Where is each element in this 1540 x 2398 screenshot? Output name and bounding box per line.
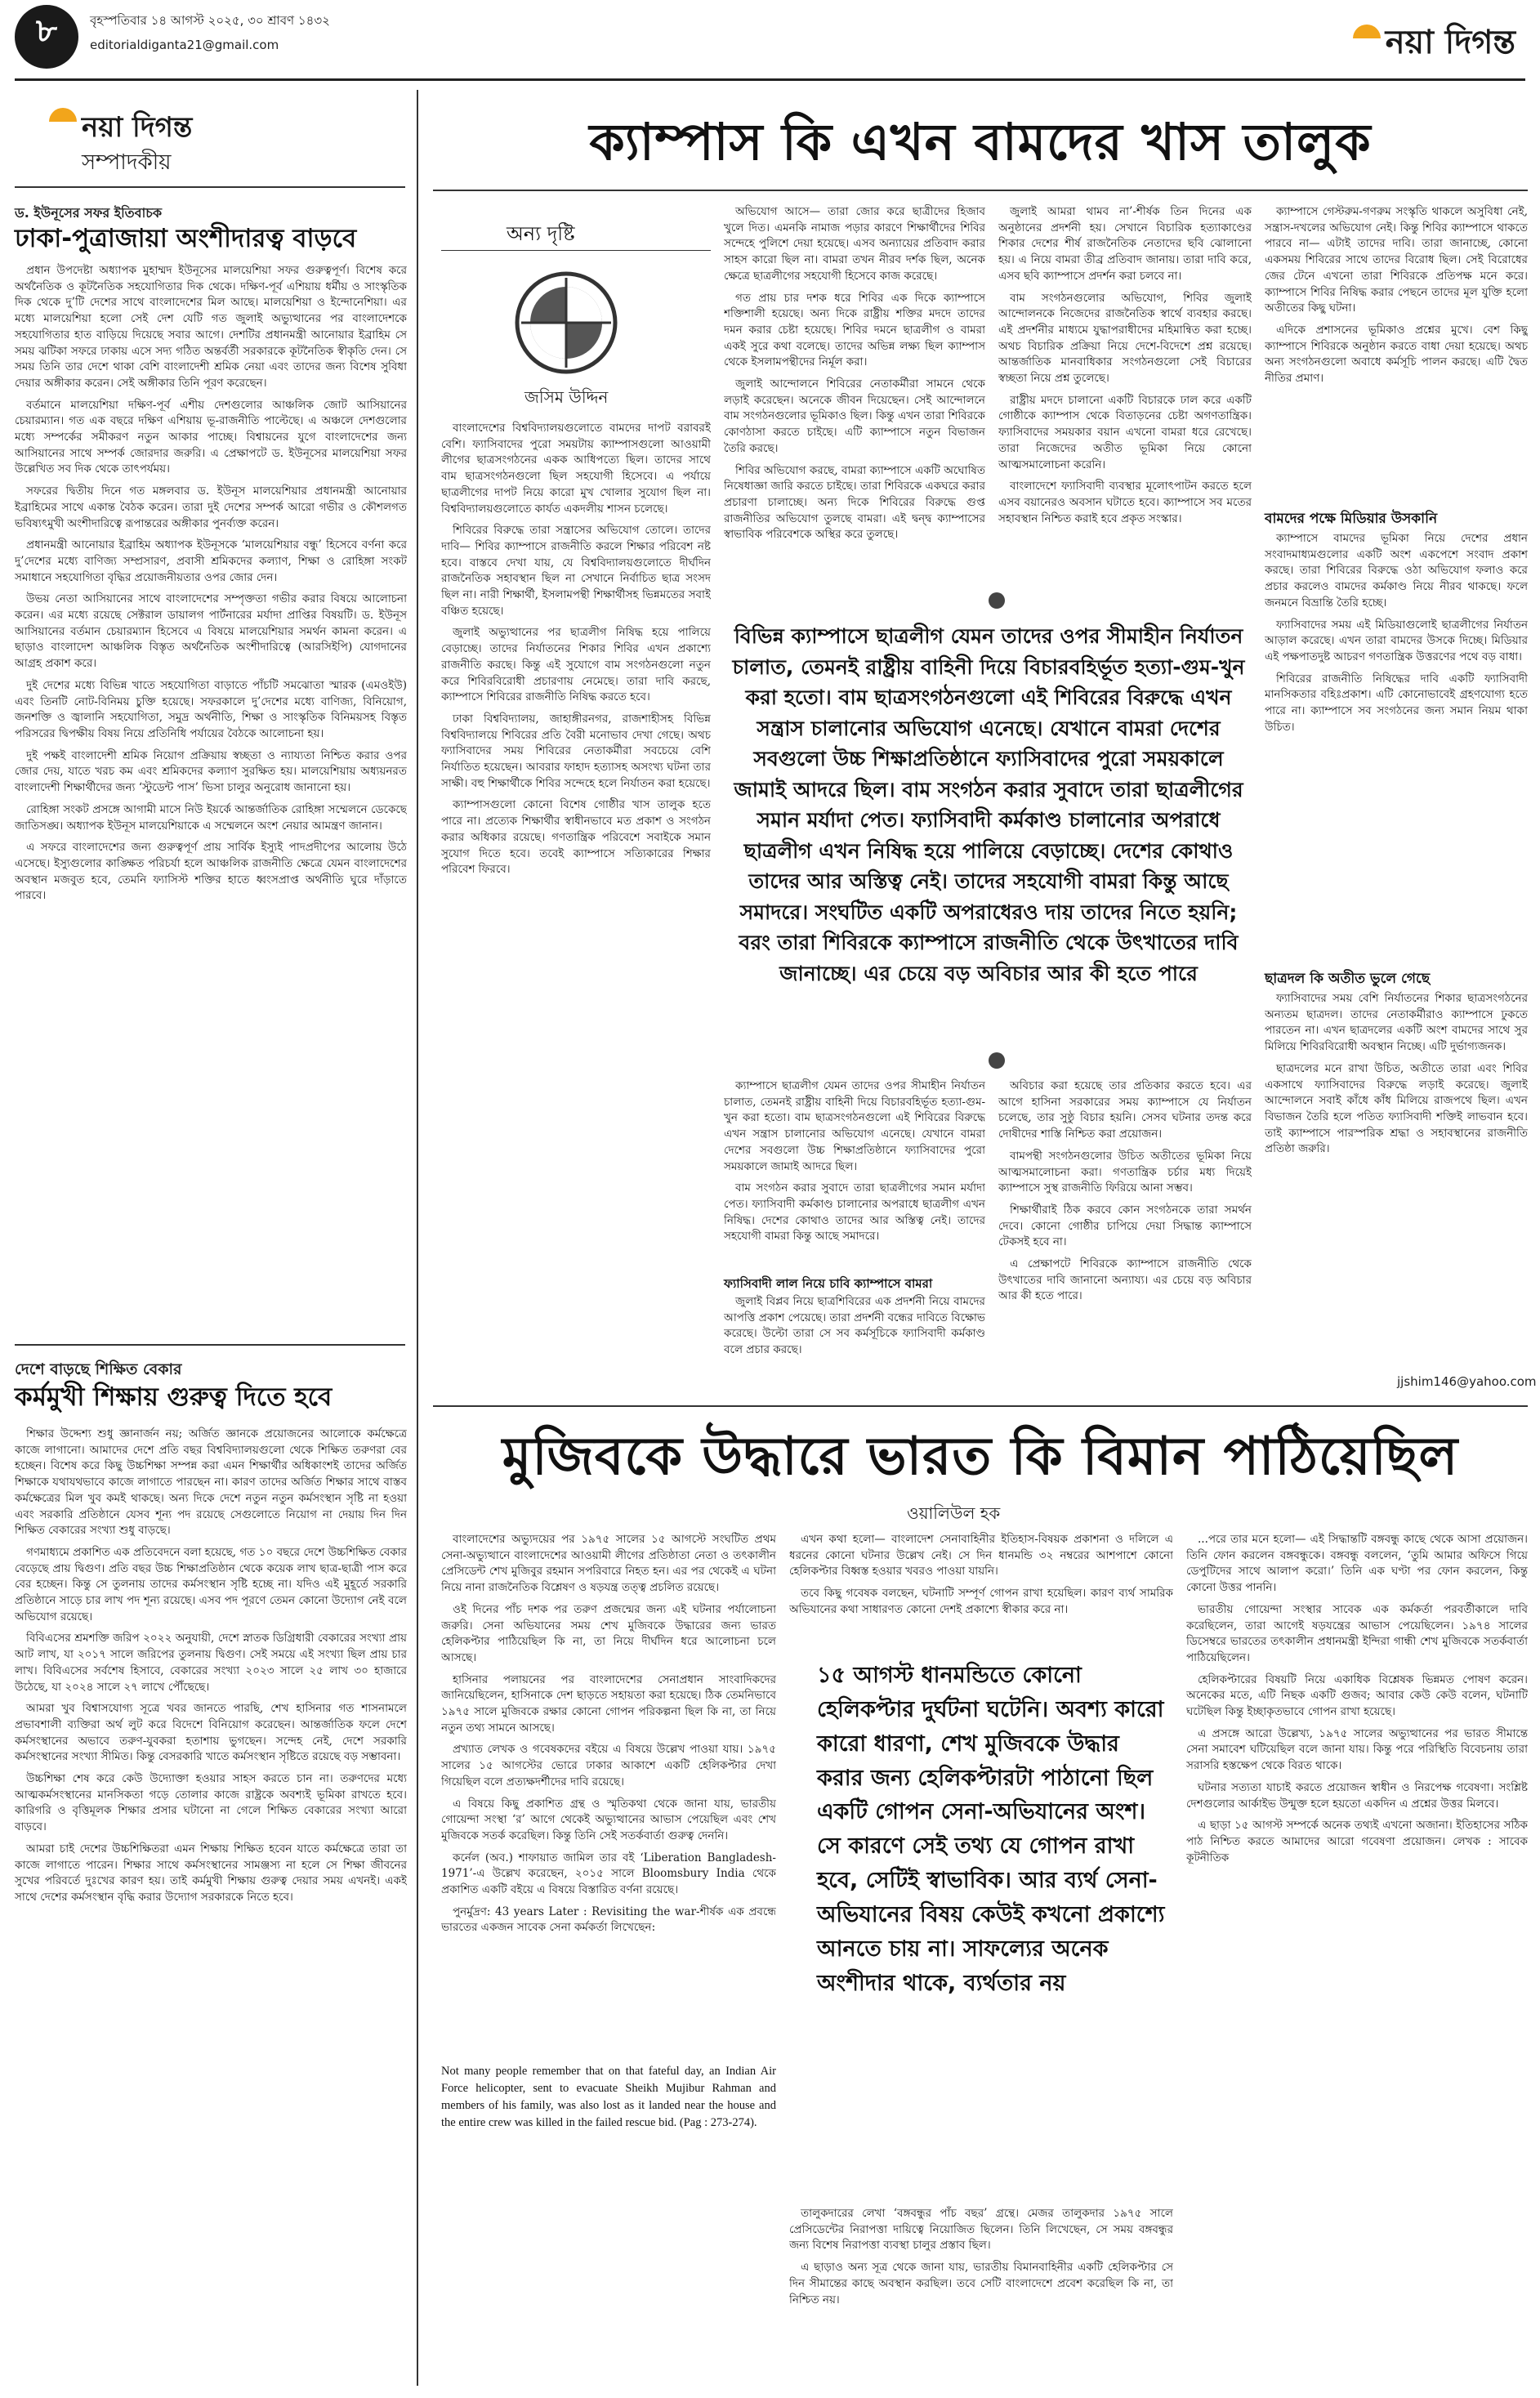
paragraph: বাম সংগঠন করার সুবাদে তারা ছাত্রলীগের সমান মর্যাদা পেত। ফ্যাসিবাদী কর্মকাণ্ড চালানোর অপরাধে ছাত্রলীগ এখন নিষিদ্ধ। দেশের কোথাও তাদের আর অস্তিত্ব নেই। তাদের সহযোগী বামরা কিন্তু আছে সমাদরে।	[724, 1181, 985, 1244]
editorial-headline-2: কর্মমুখী শিক্ষায় গুরুত্ব দিতে হবে	[15, 1382, 333, 1412]
logo-text: নয়া দিগন্ত	[1385, 24, 1515, 61]
paragraph: তবে কিছু গবেষক বলছেন, ঘটনাটি সম্পূর্ণ গোপন রাখা হয়েছিল। কারণ ব্যর্থ সামরিক অভিযানের কথা সাধারণত কোনো দেশই প্রকাশ্যে স্বীকার করে না।	[789, 1587, 1173, 1616]
paragraph: প্রধান উপদেষ্টা অধ্যাপক মুহাম্মদ ইউনূসের মালয়েশিয়া সফর গুরুত্বপূর্ণ। বিশেষ করে অর্থনৈতিক ও কূটনৈতিক সহযোগিতার দিক থেকে। দক্ষিণ-পূর্ব এশিয়ায় ধর্মীয় ও সাংস্কৃতিক দিক থেকে দু’টি দেশের সাথে বাংলাদেশের মিল আছে। মালয়েশিয়া ও ইন্দোনেশিয়া। এর মধ্যে মালয়েশিয়া হলো সেই দেশ যেটি গত জুলাই অভ্যুত্থানের পর বাংলাদেশকে সহযোগিতার হাত বাড়িয়ে দিয়েছে সবার আগে। দেশটির প্রধানমন্ত্রী আনোয়ার ইব্রাহিম সে সময় ঝটিকা সফরে ঢাকায় এসে সদ্য গঠিত অন্তর্বর্তী সরকারকে কূটনৈতিক স্বীকৃতি দেন। সে সময় তিনি তার দেশে থাকা বেশি বাংলাদেশী শ্রমিক নেয়া এবং তাদের জন্য বিশেষ সুবিধা দেয়ার অঙ্গীকার করেন। সেই অঙ্গীকার তিনি পূরণ করেছেন।	[15, 264, 407, 390]
editorial-logo: নয়া দিগন্ত	[49, 106, 192, 153]
paragraph: ফ্যাসিবাদের সময় এই মিডিয়াগুলোই ছাত্রলীগের নির্যাতন আড়াল করেছে। এখন তারা বামদের উসকে দিচ্ছে। মিডিয়ার এই পক্ষপাতদুষ্ট আচরণ গণতান্ত্রিক উত্তরণের পথে বড় বাধা।	[1265, 618, 1528, 663]
page-number: ৮	[15, 5, 78, 69]
paragraph: অভিযোগ আসে— তারা জোর করে ছাত্রীদের হিজাব খুলে দিত। এমনকি নামাজ পড়ার কারণে শিক্ষার্থীদের শিবির সন্দেহে পুলিশে দেয়া হয়েছে। এসব অন্যায়ের প্রতিবাদ করার সাহস কারো ছিল না। বামরা তখন নীরব দর্শক ছিল, অনেক ক্ষেত্রে ছাত্রলীগের সহযোগী হিসেবে কাজ করেছে।	[724, 205, 985, 283]
editorial-section-label: সম্পাদকীয়	[82, 150, 172, 175]
op-ed-1-pull-quote: বিভিন্ন ক্যাম্পাসে ছাত্রলীগ যেমন তাদের ওপর সীমাহীন নির্যাতন চালাত, তেমনই রাষ্ট্রীয় বাহিনী দিয়ে বিচারবহির্ভূত হত্যা-গুম-খুন করা হতো। বাম ছাত্রসংগঠনগুলো এই শিবিরের বিরুদ্ধে এখন সন্ত্রাস চালানোর অভিযোগ এনেছে। যেখানে বামরা দেশের সবগুলো উচ্চ শিক্ষাপ্রতিষ্ঠানে ফ্যাসিবাদের পুরো সময়কালে জামাই আদরে ছিল। বাম সংগঠন করার সুবাদে তারা ছাত্রলীগের সমান মর্যাদা পেত। ফ্যাসিবাদী কর্মকাণ্ড চালানোর অপরাধে ছাত্রলীগ এখন নিষিদ্ধ হয়ে পালিয়ে বেড়াচ্ছে। দেশের কোথাও তাদের আর অস্তিত্ব নেই। তাদের সহযোগী বামরা কিন্তু আছে সমাদরে। সংঘটিত একটি অপরাধেরও দায় তাদের নিতে হয়নি; বরং তারা শিবিরকে ক্যাম্পাসে রাজনীতি থেকে উৎখাতের দাবি জানাচ্ছে। এর চেয়ে বড় অবিচার আর কী হতে পারে	[732, 624, 1245, 985]
paragraph: ফ্যাসিবাদের সময় বেশি নির্যাতনের শিকার ছাত্রসংগঠনের অন্যতম ছাত্রদল। তাদের নেতাকর্মীরাও ক্যাম্পাসে ঢুকতে পারতেন না। এখন ছাত্রদলের একটি অংশ বামদের সাথে সুর মিলিয়ে শিবিরবিরোধী অবস্থান নিচ্ছে। এটি দুর্ভাগ্যজনক।	[1265, 992, 1528, 1054]
column-emblem-icon	[513, 270, 619, 376]
op-ed-1-column-4b	[1265, 531, 1528, 956]
paragraph: এ সফরে বাংলাদেশের জন্য গুরুত্বপূর্ণ প্রায় সার্বিক ইস্যুই পাদপ্রদীপের আলোয় উঠে এসেছে। ইস্যুগুলোর কাঙ্ক্ষিত পরিচর্যা হলে আঞ্চলিক রাজনীতি ক্ষেত্রে যেমন বাংলাদেশের অবস্থান মজবুত হবে, তেমনি ফ্যাসিস্ট শক্তির হাতে ধ্বংসপ্রাপ্ত অর্থনীতি ঘুরে দাঁড়াতে পারবে।	[15, 841, 407, 903]
paragraph: শিবিরের বিরুদ্ধে তারা সন্ত্রাসের অভিযোগ তোলে। তাদের দাবি— শিবির ক্যাম্পাসে রাজনীতি করলে শিক্ষার পরিবেশ নষ্ট হবে। বাস্তবে দেখা যায়, যে বিশ্ববিদ্যালয়গুলোতে দীর্ঘদিন রাজনৈতিক সহাবস্থান ছিল না সেখানে নির্বাচিত ছাত্র সংসদ ছিল না। নারী শিক্ষার্থী, ইসলামপন্থী শিক্ষার্থীসহ ভিন্নমতের সবাই বঞ্চিত হয়েছে।	[441, 524, 711, 618]
paragraph: প্রখ্যাত লেখক ও গবেষকদের বইয়ে এ বিষয়ে উল্লেখ পাওয়া যায়। ১৯৭৫ সালের ১৫ আগস্টের ভোরে ঢাকার আকাশে একটি হেলিকপ্টার দেখা গিয়েছিল বলে প্রত্যক্ষদর্শীদের দাবি রয়েছে।	[441, 1743, 776, 1788]
paragraph: ঘটনার সত্যতা যাচাই করতে প্রয়োজন স্বাধীন ও নিরপেক্ষ গবেষণা। সংশ্লিষ্ট দেশগুলোর আর্কাইভ উন্মুক্ত হলে হয়তো একদিন এ প্রশ্নের উত্তর মিলবে।	[1186, 1780, 1528, 1811]
editorial-body-1	[15, 263, 407, 1332]
paragraph: প্রধানমন্ত্রী আনোয়ার ইব্রাহিম অধ্যাপক ইউনূসকে ‘মালয়েশিয়ার বন্ধু’ হিসেবে বর্ণনা করে দু’দেশের মধ্যে বাণিজ্য সম্প্রসারণ, প্রবাসী শ্রমিকদের কল্যাণ, শিক্ষা ও রোহিঙ্গা সংকট সমাধানে সহযোগিতা বৃদ্ধির প্রয়োজনীয়তার ওপর জোর দেন।	[15, 538, 407, 584]
pull-quote-marker	[989, 1052, 1005, 1069]
paragraph: গত প্রায় চার দশক ধরে শিবির এক দিকে ক্যাম্পাসে শক্তিশালী হয়েছে। অন্য দিকে রাষ্ট্রীয় শক্তির মদদে তাদের দমন করার চেষ্টা হয়েছে। শিবির দমনে ছাত্রলীগ ও বামরা একই সুরে কথা বলেছে। তাদের অভিন্ন লক্ষ্য ছিল ক্যাম্পাস থেকে ইসলামপন্থীদের নির্মূল করা।	[724, 291, 985, 369]
op-ed-2-column-4	[1186, 1532, 1528, 2386]
paragraph: অবিচার করা হয়েছে তার প্রতিকার করতে হবে। এর আগে হাসিনা সরকারের সময় ক্যাম্পাসে যে নির্যাতন চলেছে, তার সুষ্ঠু বিচার হয়নি। সেসব ঘটনার তদন্ত করে দোষীদের শাস্তি নিশ্চিত করা প্রয়োজন।	[998, 1079, 1252, 1141]
paragraph: ক্যাম্পাসে ছাত্রলীগ যেমন তাদের ওপর সীমাহীন নির্যাতন চালাত, তেমনই রাষ্ট্রীয় বাহিনী দিয়ে বিচারবহির্ভূত হত্যা-গুম-খুন করা হতো। বাম ছাত্রসংগঠনগুলো এই শিবিরের বিরুদ্ধে এখন সন্ত্রাস চালানোর অভিযোগ এনেছে। যেখানে বামরা দেশের সবগুলো উচ্চ শিক্ষাপ্রতিষ্ঠানে ফ্যাসিবাদের পুরো সময়কালে জামাই আদরে ছিল।	[724, 1079, 985, 1173]
paragraph: সফরের দ্বিতীয় দিনে গত মঙ্গলবার ড. ইউনূস মালয়েশিয়ার প্রধানমন্ত্রী আনোয়ার ইব্রাহিমের সাথে একান্ত বৈঠক করেন। তারা দুই দেশের সম্পর্ক আরো গভীর ও কৌশলগত ভবিষ্যৎমুখী অংশীদারিত্বে রূপান্তরের অঙ্গীকার পুনর্ব্যক্ত করেন।	[15, 485, 407, 530]
paragraph: ওই দিনের পাঁচ দশক পর তরুণ প্রজন্মের জন্য এই ঘটনার পর্যালোচনা জরুরি। সেনা অভিযানের সময় শেখ মুজিবকে উদ্ধারের জন্য ভারত হেলিকপ্টার পাঠিয়েছিল কি না, তা নিয়ে দীর্ঘদিন ধরে আলোচনা চলে আসছে।	[441, 1602, 776, 1664]
paragraph: জুলাই বিপ্লব নিয়ে ছাত্রশিবিরের এক প্রদর্শনী নিয়ে বামদের আপত্তি প্রকাশ পেয়েছে। তারা প্রদর্শনী বন্ধের দাবিতে বিক্ষোভ করেছে। উল্টো তারা সে সব কর্মসূচিকে ফ্যাসিবাদী কর্মকাণ্ড বলে প্রচার করছে।	[724, 1295, 985, 1357]
op-ed-2-column-1	[441, 1532, 776, 2055]
paragraph: ...পরে তার মনে হলো— এই সিদ্ধান্তটি বঙ্গবন্ধু কাছে থেকে আসা প্রয়োজন। তিনি ফোন করলেন বঙ্গবন্ধুকে। বঙ্গবন্ধু বললেন, ‘তুমি আমার অফিসে গিয়ে ডেপুটিদের সাথে আলাপ করো।’ তিনি এক ঘণ্টা পর ফোন করলেন, কিন্তু কোনো উত্তর পাননি।	[1186, 1533, 1528, 1595]
op-ed-2-pull-quote: ১৫ আগস্ট ধানমন্ডিতে কোনো হেলিকপ্টার দুর্ঘটনা ঘটেনি। অবশ্য কারো কারো ধারণা, শেখ মুজিবকে উদ্ধার করার জন্য হেলিকপ্টারটা পাঠানো ছিল একটি গোপন সেনা-অভিযানের অংশ। সে কারণে সেই তথ্য যে গোপন রাখা হবে, সেটিই স্বাভাবিক। আর ব্যর্থ সেনা-অভিযানের বিষয় কেউই কখনো প্রকাশ্যে আনতে চায় না। সাফল্যের অনেক অংশীদার থাকে, ব্যর্থতার নয়	[817, 1663, 1165, 1996]
op-ed-1-author: জসিম উদ্দিন	[524, 387, 609, 407]
sun-icon	[49, 108, 77, 122]
paragraph: এ বিষয়ে কিছু প্রকাশিত গ্রন্থ ও স্মৃতিকথা থেকে জানা যায়, ভারতীয় গোয়েন্দা সংস্থা ‘র’ আগে থেকেই অভ্যুত্থানের আভাস পেয়েছিল এবং শেখ মুজিবকে সতর্ক করেছিল। কিন্তু তিনি সেই সতর্কবার্তা গুরুত্ব দেননি।	[441, 1797, 776, 1842]
column-divider	[417, 90, 418, 2386]
divider	[15, 1344, 405, 1346]
paragraph: ভারতীয় গোয়েন্দা সংস্থার সাবেক এক কর্মকর্তা পরবর্তীকালে দাবি করেছিলেন, তারা আগেই ষড়যন্ত্রের আভাস পেয়েছিলেন। ১৯৭৪ সালের ডিসেম্বরে ভারতের তৎকালীন প্রধানমন্ত্রী ইন্দিরা গান্ধী শেখ মুজিবকে সতর্কবার্তা পাঠিয়েছিলেন।	[1186, 1602, 1528, 1664]
paragraph: শিবির অভিযোগ করছে, বামরা ক্যাম্পাসে একটি অঘোষিত নিষেধাজ্ঞা জারি করতে চাইছে। তারা শিবিরকে একঘরে করার প্রচারণা চালাচ্ছে। অন্য দিকে শিবিরের বিরুদ্ধে গুপ্ত রাজনীতির অভিযোগ তুলছে বামরা। এই দ্বন্দ্ব ক্যাম্পাসের স্বাভাবিক পরিবেশকে অস্থির করে তুলছে।	[724, 463, 985, 542]
author-email: jjshim146@yahoo.com	[1397, 1374, 1537, 1389]
op-ed-1-bottom-left-2	[724, 1294, 985, 1396]
paragraph: এ ছাড়া ১৫ আগস্ট সম্পর্কে অনেক তথ্যই এখনো অজানা। ইতিহাসের সঠিক পাঠ নিশ্চিত করতে আমাদের আরো গবেষণা প্রয়োজন। লেখক : সাবেক কূটনীতিক	[1186, 1819, 1528, 1864]
paragraph: হাসিনার পলায়নের পর বাংলাদেশের সেনাপ্রধান সাংবাদিকদের জানিয়েছিলেন, হাসিনাকে দেশ ছাড়তে সহায়তা করা হয়েছে। ঠিক তেমনিভাবে ১৯৭৫ সালে মুজিবকে রক্ষার কোনো গোপন পরিকল্পনা ছিল কি না, তা নিয়ে নতুন তথ্য সামনে আসছে।	[441, 1672, 776, 1735]
paragraph: দুই পক্ষই বাংলাদেশী শ্রমিক নিয়োগ প্রক্রিয়ায় স্বচ্ছতা ও ন্যায্যতা নিশ্চিত করার ওপর জোর দেয়, যাতে খরচ কম এবং শ্রমিকদের কল্যাণ সুরক্ষিত হয়। মালয়েশিয়ায় অধ্যয়নরত বাংলাদেশী শিক্ষার্থীদের জন্য ‘স্টুডেন্ট পাস’ ভিসা চালুর অনুরোধ জানানো হয়।	[15, 748, 407, 795]
op-ed-1-column-1	[441, 421, 711, 1397]
paragraph: এদিকে প্রশাসনের ভূমিকাও প্রশ্নের মুখে। বেশ কিছু ক্যাম্পাসে শিবিরকে অনুষ্ঠান করতে বাধা দেয়া হয়েছে। অথচ অন্য সংগঠনগুলো অবাধে কর্মসূচি পালন করছে। এটি দ্বৈত নীতির প্রমাণ।	[1265, 323, 1528, 386]
paragraph: বর্তমানে মালয়েশিয়া দক্ষিণ-পূর্ব এশীয় দেশগুলোর আঞ্চলিক জোট আসিয়ানের চেয়ারম্যান। গত এক বছরে দক্ষিণ এশিয়ায় ভূ-রাজনীতি পাল্টেছে। এ অঞ্চলে দেশগুলোর মধ্যে সম্পর্কের সমীকরণ নতুন আকার পাচ্ছে। বিশ্বায়নের যুগে বাংলাদেশের জন্য আসিয়ানের সাথে সম্পর্ক জোরদার জরুরি। এ প্রেক্ষাপটে ড. ইউনূসের মালয়েশিয়া সফর উল্লেখিত সব দিক থেকে তাৎপর্যময়।	[15, 398, 407, 476]
paragraph: ক্যাম্পাসে গেস্টরুম-গণরুম সংস্কৃতি থাকলে অসুবিধা নেই, সন্ত্রাস-দখলের অভিযোগ নেই। কিন্তু শিবির ক্যাম্পাসে থাকতে পারবে না— এটাই তাদের দাবি। তারা জানাচ্ছে, কোনো একসময় শিবিরের সাথে তাদের বিরোধ ছিল। সেই বিরোধের জের টেনে এখনো তারা শিবিরকে প্রতিপক্ষ মনে করে। ক্যাম্পাসে শিবির নিষিদ্ধ করার পেছনে তাদের মূল যুক্তি হলো অতীতের কিছু ঘটনা।	[1265, 205, 1528, 315]
paragraph: আমরা চাই দেশের উচ্চশিক্ষিতরা এমন শিক্ষায় শিক্ষিত হবেন যাতে কর্মক্ষেত্রে তারা তা কাজে লাগাতে পারেন। শিক্ষার সাথে কর্মসংস্থানের সামঞ্জস্য না হলে সে শিক্ষা জীবনের সুখের পরিবর্তে দুঃখের কারণ হয়। তাই কর্মমুখী শিক্ষায় গুরুত্ব দেয়ার সময় এখনই। একই সাথে দেশের কর্মসংস্থান বৃদ্ধি করার উদ্যোগ সরকারকে নিতে হবে।	[15, 1842, 407, 1904]
paragraph: জুলাই আমরা থামব না’-শীর্ষক তিন দিনের এক অনুষ্ঠানের প্রদর্শনী হয়। সেখানে বিচারিক হত্যাকাণ্ডের শিকার দেশের শীর্ষ রাজনৈতিক নেতাদের ছবি ঝোলানো হয়। এ নিয়ে বামরা তীব্র প্রতিবাদ জানায়। তারা দাবি করে, এসব ছবি ক্যাম্পাসে প্রদর্শন করা চলবে না।	[998, 205, 1252, 283]
paragraph: গণমাধ্যমে প্রকাশিত এক প্রতিবেদনে বলা হয়েছে, গত ১০ বছরে দেশে উচ্চশিক্ষিত বেকার বেড়েছে প্রায় দ্বিগুণ। প্রতি বছর উচ্চ শিক্ষাপ্রতিষ্ঠান থেকে কয়েক লাখ ছাত্র-ছাত্রী পাস করে বের হচ্ছেন। কিন্তু সে তুলনায় তাদের কর্মসংস্থান সৃষ্টি হচ্ছে না। যদিও এই মুহূর্তে সরকারি প্রতিষ্ঠানে সাড়ে চার লাখ পদ শূন্য রয়েছে। এসব পদ পূরণে তেমন কোনো উদ্যোগ নেই বলে অভিযোগ রয়েছে।	[15, 1545, 407, 1623]
op-ed-2-headline: মুজিবকে উদ্ধারে ভারত কি বিমান পাঠিয়েছিল	[502, 1427, 1459, 1487]
op-ed-1-column-4	[1265, 204, 1528, 498]
op-ed-1-subhead-1: বামদের পক্ষে মিডিয়ার উসকানি	[1265, 511, 1438, 527]
paragraph: এ ছাড়াও অন্য সূত্র থেকে জানা যায়, ভারতীয় বিমানবাহিনীর একটি হেলিকপ্টার সে দিন সীমান্তের কাছে অবস্থান করছিল। তবে সেটি বাংলাদেশে প্রবেশ করেছিল কি না, তা নিশ্চিত নয়।	[789, 2261, 1173, 2306]
column-label: অন্য দৃষ্টি	[507, 222, 575, 245]
paragraph: বাংলাদেশের অভ্যুদয়ের পর ১৯৭৫ সালের ১৫ আগস্টে সংঘটিত প্রথম সেনা-অভ্যুত্থানে বাংলাদেশের আওয়ামী লীগের প্রতিষ্ঠাতা নেতা ও তৎকালীন প্রেসিডেন্ট শেখ মুজিবুর রহমান সপরিবারে নিহত হন। এর পর থেকেই এ ঘটনা নিয়ে নানা রাজনৈতিক বিশ্লেষণ ও ষড়যন্ত্র তত্ত্ব প্রচলিত রয়েছে।	[441, 1533, 776, 1595]
paragraph: দুই দেশের মধ্যে বিভিন্ন খাতে সহযোগিতা বাড়াতে পাঁচটি সমঝোতা স্মারক (এমওইউ) এবং তিনটি নোট-বিনিময় চুক্তি হয়েছে। সফরকালে দু’দেশের মধ্যে বাণিজ্য, বিনিয়োগ, জনশক্তি ও জ্বালানি সহযোগিতা, সমুদ্র অর্থনীতি, শিক্ষা ও সাংস্কৃতিক বিনিময়সহ বিস্তৃত পরিসরের দ্বিপক্ষীয় বিষয় নিয়ে প্রতিনিধি পর্যায়ের বৈঠকে আলোচনা হয়।	[15, 678, 407, 740]
paragraph: ক্যাম্পাসে বামদের ভূমিকা নিয়ে দেশের প্রধান সংবাদমাধ্যমগুলোর একটি অংশ একপেশে সংবাদ প্রকাশ করছে। তারা শিবিরের বিরুদ্ধে ওঠা অভিযোগ ফলাও করে প্রচার করলেও বামদের কর্মকাণ্ড নিয়ে নীরব থাকছে। ফলে জনমনে বিভ্রান্তি তৈরি হচ্ছে।	[1265, 532, 1528, 610]
paragraph: এ প্রেক্ষাপটে শিবিরকে ক্যাম্পাসে রাজনীতি থেকে উৎখাতের দাবি জানানো অন্যায্য। এর চেয়ে বড় অবিচার আর কী হতে পারে।	[998, 1257, 1252, 1303]
paragraph: ছাত্রদলের মনে রাখা উচিত, অতীতে তারা এবং শিবির একসাথে ফ্যাসিবাদের বিরুদ্ধে লড়াই করেছে। জুলাই আন্দোলনে সবাই কাঁধে কাঁধ মিলিয়ে রাজপথে ছিল। এখন বিভাজন তৈরি হলে পতিত ফ্যাসিবাদী শক্তিই লাভবান হবে। তাই ক্যাম্পাসে পারস্পরিক শ্রদ্ধা ও সহাবস্থানের রাজনীতি প্রতিষ্ঠা জরুরি।	[1265, 1061, 1528, 1156]
op-ed-1-column-2	[724, 204, 985, 588]
paragraph: ক্যাম্পাসগুলো কোনো বিশেষ গোষ্ঠীর খাস তালুক হতে পারে না। প্রত্যেক শিক্ষার্থীর স্বাধীনভাবে মত প্রকাশ ও সংগঠন করার অধিকার রয়েছে। গণতান্ত্রিক পরিবেশে সবাইকে সমান সুযোগ দিতে হবে। তবেই ক্যাম্পাসে সত্যিকারের শিক্ষার পরিবেশ ফিরবে।	[441, 798, 711, 877]
editorial-email: editorialdiganta21@gmail.com	[90, 38, 279, 52]
pull-quote-marker	[989, 592, 1005, 609]
op-ed-1-subhead-2: ছাত্রদল কি অতীত ভুলে গেছে	[1265, 971, 1431, 987]
newspaper-logo	[1353, 16, 1515, 71]
paragraph: পুনর্মুদ্রণ: 43 years Later : Revisiting the war-শীর্ষক এক প্রবন্ধে ভারতের একজন সাবেক সেনা কর্মকর্তা লিখেছেন:	[441, 1905, 776, 1935]
paragraph: হেলিকপ্টারের বিষয়টি নিয়ে একাধিক বিশ্লেষক ভিন্নমত পোষণ করেন। অনেকের মতে, এটি নিছক একটি গুজব; আবার কেউ কেউ বলেন, ঘটনাটি ঘটেছিল কিন্তু ইচ্ছাকৃতভাবে গোপন রাখা হয়েছে।	[1186, 1672, 1528, 1719]
op-ed-2-column-3	[789, 2206, 1173, 2386]
op-ed-2-english-quote: Not many people remember that on that fateful day, an Indian Air Force helicopter, sent to evacuate Sheikh Mujibur Rahman and members of his family, was also lost as it landed near the house and the entire crew was killed in the failed rescue bid. (Pag : 273-274).	[441, 2065, 776, 2130]
op-ed-2-column-2	[789, 1532, 1173, 1650]
editorial-kicker-1: ড. ইউনূসের সফর ইতিবাচক	[15, 205, 163, 221]
masthead-rule	[15, 78, 1525, 81]
paragraph: শিক্ষার উদ্দেশ্য শুধু জ্ঞানার্জন নয়; অর্জিত জ্ঞানকে প্রয়োজনের আলোকে কর্মক্ষেত্রে কাজে লাগানো। আমাদের দেশে প্রতি বছর বিশ্ববিদ্যালয়গুলো থেকে শিক্ষিত তরুণরা বের হচ্ছেন। বিশেষ করে কিছু উচ্চশিক্ষা সম্পন্ন করা এমন শিক্ষার্থীর অধিকাংশই তাদের অর্জিত শিক্ষাকে যথাযথভাবে কাজে লাগাতে পারছেন না। কারণ তাদের অর্জিত শিক্ষার সাথে বাস্তব কর্মক্ষেত্রের মিল খুব কমই থাকছে। অন্য দিকে দেশে নতুন নতুন কর্মসংস্থান সৃষ্টি না হওয়া এবং সরকারি প্রতিষ্ঠানে যেসব শূন্য পদ রয়েছে সেগুলোতে নিয়োগ না দেয়ায় দিন দিন শিক্ষিত বেকারের সংখ্যা শুধু বাড়ছে।	[15, 1427, 407, 1538]
op-ed-1-bottom-right	[998, 1078, 1252, 1397]
op-ed-1-column-4c	[1265, 991, 1528, 1367]
paragraph: এখন কথা হলো— বাংলাদেশ সেনাবাহিনীর ইতিহাস-বিষয়ক প্রকাশনা ও দলিলে এ ধরনের কোনো ঘটনার উল্লেখ নেই। সে দিন ধানমন্ডি ৩২ নম্বরের আশপাশে কোনো হেলিকপ্টার বিধ্বস্ত হওয়ার খবরও পাওয়া যায়নি।	[789, 1533, 1173, 1579]
editorial-body-2	[15, 1427, 407, 2382]
paragraph: বিবিএসের শ্রমশক্তি জরিপ ২০২২ অনুযায়ী, দেশে স্নাতক ডিগ্রিধারী বেকারের সংখ্যা প্রায় আট লাখ, যা ২০১৭ সালে জরিপের তুলনায় দ্বিগুণ। সেই সময়ে এই সংখ্যা ছিল প্রায় চার লাখ। বিবিএসের সর্বশেষ হিসাবে, বেকারের সংখ্যা ২০২৩ সালে ২৫ লাখ ৩০ হাজারে উঠেছে, যা ২০২৪ সালে ২৭ লাখে পৌঁছেছে।	[15, 1632, 407, 1694]
paragraph: বাংলাদেশের বিশ্ববিদ্যালয়গুলোতে বামদের দাপট বরাবরই বেশি। ফ্যাসিবাদের পুরো সময়টায় ক্যাম্পাসগুলো আওয়ামী লীগের ছাত্রসংগঠনের একক আধিপত্যে ছিল। তাদের সাথে বাম ছাত্রসংগঠনগুলো ছিল সহযোগী হিসেবে। এ পর্যায়ে ছাত্রলীগের দাপট নিয়ে কারো মুখ খোলার সুযোগ ছিল না। বিশ্ববিদ্যালয়গুলোতে কার্যত একদলীয় শাসন চলেছে।	[441, 422, 711, 516]
op-ed-2-author: ওয়ালিউল হক	[907, 1503, 1001, 1523]
paragraph: আমরা খুব বিশ্বাসযোগ্য সূত্রে খবর জানতে পারছি, শেখ হাসিনার গত শাসনামলে প্রভাবশালী ব্যক্তিরা অর্থ লুট করে বিদেশে বিনিয়োগ করেছেন। আন্তর্জাতিক ফলে দেশে কর্মসংস্থানের অভাবে তরুণ-যুবকরা হতাশায় ভুগছেন। সন্দেহ নেই, দেশে সরকারি কর্মসংস্থানের সংখ্যা সীমিত। কিন্তু বেসরকারি খাতে কর্মসংস্থান সৃষ্টিতে রয়েছে বড় সম্ভাবনা।	[15, 1702, 407, 1764]
paragraph: রাষ্ট্রীয় মদদে চালানো একটি বিচারকে ঢাল করে একটি গোষ্ঠীকে ক্যাম্পাস থেকে বিতাড়নের চেষ্টা অগণতান্ত্রিক। ফ্যাসিবাদের সময়কার বয়ান এখনো বামরা ধরে রেখেছে। তারা নিজেদের অতীত ভূমিকা নিয়ে কোনো আত্মসমালোচনা করেনি।	[998, 393, 1252, 471]
paragraph: শিবিরের রাজনীতি নিষিদ্ধের দাবি একটি ফ্যাসিবাদী মানসিকতার বহিঃপ্রকাশ। এটি কোনোভাবেই গ্রহণযোগ্য হতে পারে না। ক্যাম্পাসে সব সংগঠনের জন্য সমান নিয়ম থাকা উচিত।	[1265, 672, 1528, 734]
op-ed-1-subhead-3: ফ্যাসিবাদী লাল নিয়ে চাবি ক্যাম্পাসে বামরা	[724, 1276, 933, 1291]
op-ed-1-column-3	[998, 204, 1252, 588]
dateline: বৃহস্পতিবার ১৪ আগস্ট ২০২৫, ৩০ শ্রাবণ ১৪৩২	[90, 13, 330, 28]
editorial-kicker-2: দেশে বাড়ছে শিক্ষিত বেকার	[15, 1360, 182, 1378]
paragraph: বাম সংগঠনগুলোর অভিযোগ, শিবির জুলাই আন্দোলনকে নিজেদের রাজনৈতিক স্বার্থে ব্যবহার করছে। এই প্রদর্শনীর মাধ্যমে যুদ্ধাপরাধীদের মহিমান্বিত করা হচ্ছে। অথচ বিচারিক প্রক্রিয়া নিয়ে দেশে-বিদেশে প্রশ্ন রয়েছে। আন্তর্জাতিক মানবাধিকার সংগঠনগুলো সেই বিচারের স্বচ্ছতা নিয়ে প্রশ্ন তুলেছে।	[998, 291, 1252, 386]
paragraph: জুলাই আন্দোলনে শিবিরের নেতাকর্মীরা সামনে থেকে লড়াই করেছেন। অনেকে জীবন দিয়েছেন। সেই আন্দোলনে বাম সংগঠনগুলোর ভূমিকাও ছিল। কিন্তু এখন তারা শিবিরকে কোণঠাসা করতে চাইছে। এটি ক্যাম্পাসে নতুন বিভাজন তৈরি করছে।	[724, 377, 985, 455]
divider	[15, 186, 405, 188]
op-ed-1-headline: ক্যাম্পাস কি এখন বামদের খাস তালুক	[589, 112, 1372, 172]
paragraph: উভয় নেতা আসিয়ানের সাথে বাংলাদেশের সম্পৃক্ততা গভীর করার বিষয়ে আলোচনা করেন। এর মধ্যে রয়েছে সেক্টরাল ডায়ালগ পার্টনারের মর্যাদা প্রাপ্তির বিষয়টি। ড. ইউনূস আসিয়ানের বর্তমান চেয়ারম্যান হিসেবে এ বিষয়ে মালয়েশিয়ার সমর্থন কামনা করেন। এ ছাড়াও বাংলাদেশ আঞ্চলিক বিস্তৃত অর্থনৈতিক অংশীদারিত্বে (আরসিইপি) যোগদানের আগ্রহ প্রকাশ করে।	[15, 592, 407, 671]
divider	[441, 250, 711, 251]
editorial-headline-1: ঢাকা-পুত্রাজায়া অংশীদারত্ব বাড়বে	[15, 224, 357, 253]
paragraph: ঢাকা বিশ্ববিদ্যালয়, জাহাঙ্গীরনগর, রাজশাহীসহ বিভিন্ন বিশ্ববিদ্যালয়ে শিবিরের প্রতি বৈরী মনোভাব দেখা গেছে। অথচ ফ্যাসিবাদের সময় শিবিরের নেতাকর্মীরা সবচেয়ে বেশি নির্যাতিত হয়েছেন। আবরার ফাহাদ হত্যাসহ অসংখ্য ঘটনা তার সাক্ষী। বহু শিক্ষার্থীকে শিবির সন্দেহে হলে নির্যাতন করা হয়েছে।	[441, 712, 711, 790]
divider	[433, 1405, 1528, 1407]
paragraph: কর্নেল (অব.) শাফায়াত জামিল তার বই ‘Liberation Bangladesh-1971’-এ উল্লেখ করেছেন, ২০১৫ সালে Bloomsbury India থেকে প্রকাশিত একটি বইয়ে এ বিষয়ে বিস্তারিত বর্ণনা রয়েছে।	[441, 1851, 776, 1897]
paragraph: এ প্রসঙ্গে আরো উল্লেখ্য, ১৯৭৫ সালের অভ্যুত্থানের পর ভারত সীমান্তে সেনা সমাবেশ ঘটিয়েছিল বলে জানা যায়। কিন্তু পরে পরিস্থিতি বিবেচনায় তারা সরাসরি হস্তক্ষেপ থেকে বিরত থাকে।	[1186, 1726, 1528, 1773]
sun-icon	[1353, 25, 1381, 38]
paragraph: রোহিঙ্গা সংকট প্রসঙ্গে আগামী মাসে নিউ ইয়র্কে আন্তর্জাতিক রোহিঙ্গা সম্মেলনে ডেকেছে জাতিসঙ্ঘ। অধ্যাপক ইউনূস মালয়েশিয়াকে এ সম্মেলনে অংশ নেয়ার আমন্ত্রণ জানান।	[15, 802, 407, 833]
paragraph: জুলাই অভ্যুত্থানের পর ছাত্রলীগ নিষিদ্ধ হয়ে পালিয়ে বেড়াচ্ছে। তাদের নির্যাতনের শিকার শিবির এখন প্রকাশ্যে রাজনীতি করছে। কিন্তু এই সুযোগে বাম সংগঠনগুলো নতুন করে শিবিরবিরোধী প্রচারণায় নেমেছে। তারা দাবি করছে, ক্যাম্পাসে শিবিরের রাজনীতি নিষিদ্ধ করতে হবে।	[441, 626, 711, 704]
op-ed-1-bottom-left	[724, 1078, 985, 1266]
paragraph: শিক্ষার্থীরাই ঠিক করবে কোন সংগঠনকে তারা সমর্থন দেবে। কোনো গোষ্ঠীর চাপিয়ে দেয়া সিদ্ধান্ত ক্যাম্পাসে টেকসই হবে না।	[998, 1203, 1252, 1249]
divider	[433, 190, 1528, 191]
paragraph: বাংলাদেশে ফ্যাসিবাদী ব্যবস্থার মূলোৎপাটন করতে হলে এসব বয়ানেরও অবসান ঘটাতে হবে। ক্যাম্পাসে সব মতের সহাবস্থান নিশ্চিত করাই হবে প্রকৃত সংস্কার।	[998, 480, 1252, 525]
paragraph: উচ্চশিক্ষা শেষ করে কেউ উদ্যোক্তা হওয়ার সাহস করতে চান না। তরুণদের মধ্যে আত্মকর্মসংস্থানের মানসিকতা গড়ে তোলার কাজে রাষ্ট্রকে অবশ্যই ভূমিকা রাখতে হবে। কারিগরি ও বৃত্তিমূলক শিক্ষার প্রসার ঘটানো না গেলে শিক্ষিত বেকারের সংখ্যা আরো বাড়বে।	[15, 1772, 407, 1834]
paragraph: বামপন্থী সংগঠনগুলোর উচিত অতীতের ভূমিকা নিয়ে আত্মসমালোচনা করা। গণতান্ত্রিক চর্চার মধ্য দিয়েই ক্যাম্পাসে সুস্থ রাজনীতি ফিরিয়ে আনা সম্ভব।	[998, 1149, 1252, 1195]
paragraph: তালুকদারের লেখা ‘বঙ্গবন্ধুর পাঁচ বছর’ গ্রন্থে। মেজর তালুকদার ১৯৭৫ সালে প্রেসিডেন্টের নিরাপত্তা দায়িত্বে নিয়োজিত ছিলেন। তিনি লিখেছেন, সে সময় বঙ্গবন্ধুর জন্য বিশেষ নিরাপত্তা ব্যবস্থা চালুর প্রস্তাব ছিল।	[789, 2207, 1173, 2253]
